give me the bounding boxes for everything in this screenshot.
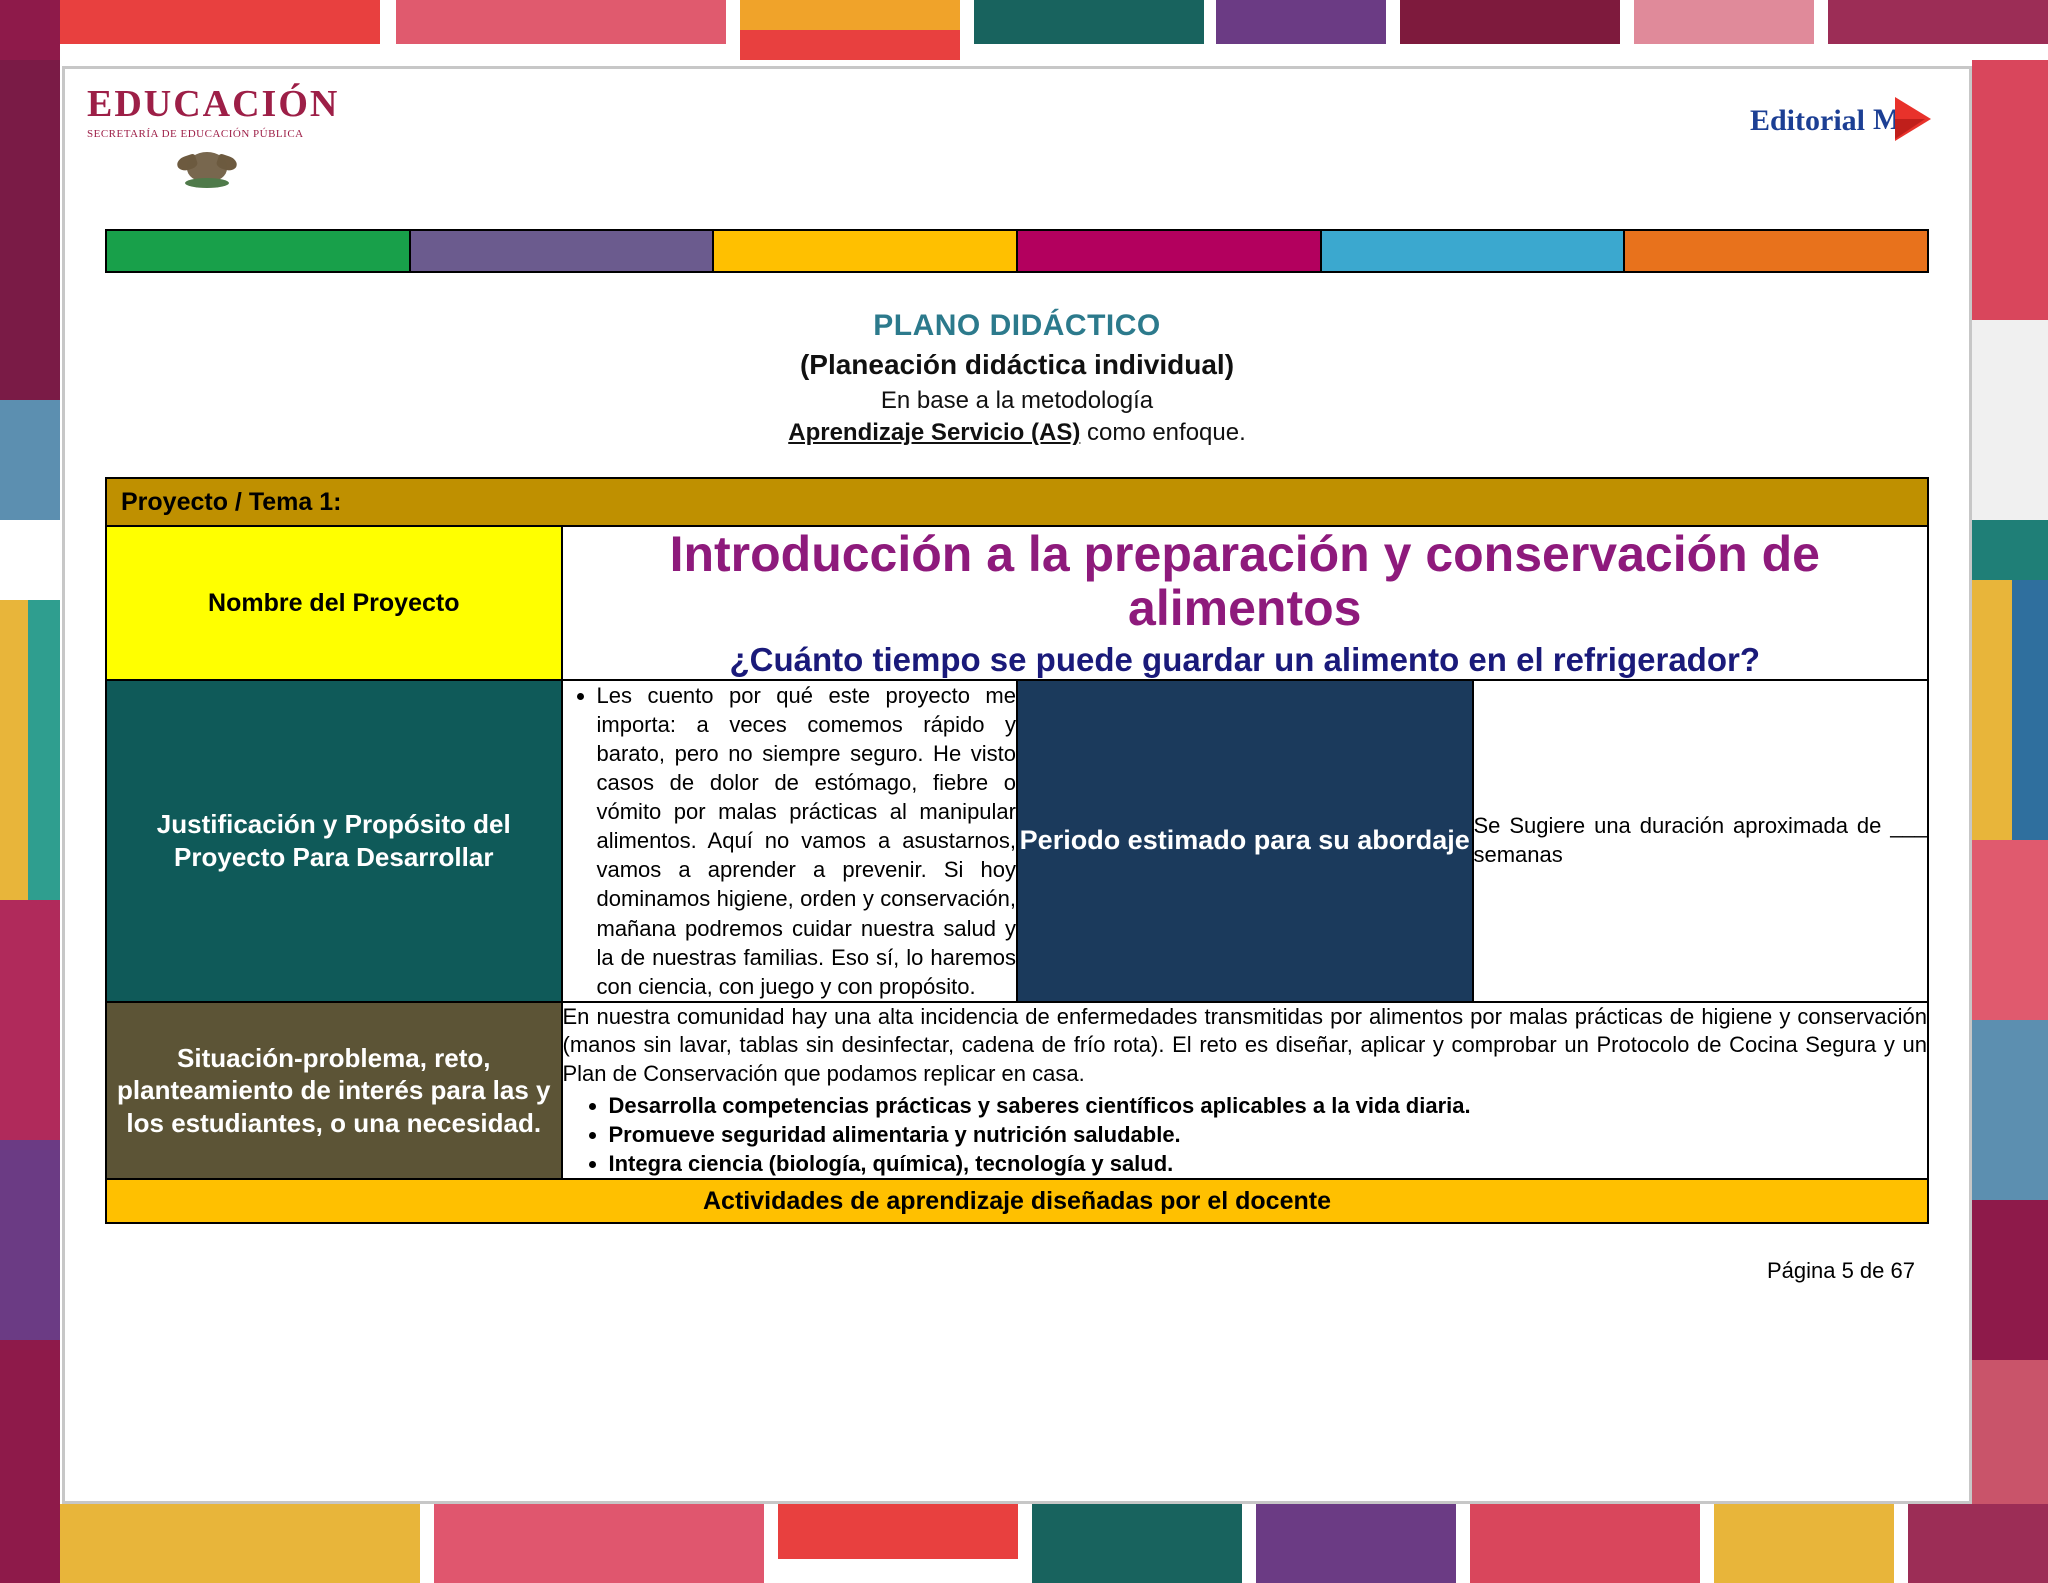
mosaic-block bbox=[1972, 1020, 2048, 1200]
mosaic-block bbox=[1400, 44, 1620, 60]
color-strip bbox=[105, 229, 1929, 273]
sep-logo bbox=[87, 85, 387, 192]
didactic-plan-table bbox=[105, 477, 1929, 1224]
situacion-cell bbox=[562, 1002, 1929, 1180]
mosaic-block bbox=[0, 900, 60, 1140]
tema-label: Proyecto / Tema 1: bbox=[106, 478, 1928, 526]
project-question-text: ¿Cuánto tiempo se puede guardar un alimento en el refrigerador? bbox=[729, 641, 1760, 678]
mosaic-block bbox=[974, 44, 1204, 60]
table-row-justificacion bbox=[106, 680, 1928, 1001]
page-number: Página 5 de 67 bbox=[1766, 1258, 1915, 1284]
situacion-text: En nuestra comunidad hay una alta incidencia de enfermedades transmitidas por alimentos por malas prácticas de higiene y conservación (manos sin lavar, tablas sin desinfectar, cadena de frío rota). El reto es diseñar, aplicar y comprobar un Protocolo de Cocina Segura y un Plan de Conservación que podamos replicar en casa. bbox=[562, 1003, 1927, 1086]
mosaic-block bbox=[380, 0, 396, 60]
label-nombre-proyecto: Nombre del Proyecto bbox=[106, 526, 562, 680]
mosaic-block bbox=[0, 0, 60, 60]
project-name-cell bbox=[562, 526, 1929, 680]
sep-logo-title: EDUCACIÓN bbox=[87, 83, 340, 125]
mosaic-block bbox=[1972, 60, 2048, 320]
color-strip-segment-6 bbox=[1625, 231, 1927, 271]
mosaic-block bbox=[740, 0, 960, 30]
color-strip-segment-2 bbox=[411, 231, 715, 271]
mosaic-block bbox=[1828, 0, 2048, 44]
mosaic-block bbox=[420, 1504, 434, 1583]
document-page bbox=[62, 66, 1972, 1504]
mosaic-block bbox=[60, 1504, 420, 1583]
mosaic-block bbox=[1972, 1200, 2048, 1360]
label-periodo-estimado: Periodo estimado para su abordaje bbox=[1017, 680, 1473, 1001]
mosaic-block bbox=[0, 1340, 60, 1583]
page-header bbox=[65, 69, 1969, 229]
mosaic-block bbox=[396, 44, 726, 60]
periodo-duration-text: Se Sugiere una duración aproximada de ___ semanas bbox=[1473, 680, 1929, 1001]
mosaic-block bbox=[0, 520, 60, 600]
situacion-bullet-list bbox=[563, 1092, 1928, 1178]
mosaic-block bbox=[434, 1504, 764, 1583]
color-strip-segment-4 bbox=[1018, 231, 1322, 271]
mosaic-block bbox=[1972, 320, 2048, 520]
mosaic-block bbox=[1828, 44, 2048, 60]
mosaic-block bbox=[1894, 1504, 1908, 1583]
mosaic-block bbox=[1634, 44, 1814, 60]
mosaic-block bbox=[1032, 1504, 1242, 1583]
color-strip-segment-5 bbox=[1322, 231, 1626, 271]
situacion-bullet: • Promueve seguridad alimentaria y nutrición saludable. bbox=[609, 1121, 1928, 1150]
sep-logo-subtitle: SECRETARÍA DE EDUCACIÓN PÚBLICA bbox=[87, 128, 304, 140]
mosaic-block bbox=[0, 400, 60, 520]
mosaic-block bbox=[1216, 0, 1386, 44]
table-row-tema bbox=[106, 478, 1928, 526]
page-title: PLANO DIDÁCTICO bbox=[873, 309, 1161, 342]
table-row-actividades bbox=[106, 1179, 1928, 1223]
mosaic-block bbox=[1470, 1504, 1700, 1583]
mosaic-block bbox=[974, 0, 1204, 44]
mosaic-block bbox=[1972, 840, 2048, 1020]
mosaic-block bbox=[1256, 1504, 1456, 1583]
project-name-text: Introducción a la preparación y conservación de alimentos bbox=[669, 526, 1820, 636]
color-strip-segment-1 bbox=[107, 231, 411, 271]
mosaic-block bbox=[1634, 0, 1814, 44]
mosaic-block bbox=[1018, 1504, 1032, 1583]
document-title-block bbox=[65, 309, 1969, 447]
label-situacion-problema: Situación-problema, reto, planteamiento de interés para las y los estudiantes, o una necesidad. bbox=[106, 1002, 562, 1180]
mosaic-block bbox=[1456, 1504, 1470, 1583]
mosaic-block bbox=[1400, 0, 1620, 44]
mosaic-block bbox=[1386, 0, 1400, 60]
mosaic-block bbox=[960, 0, 974, 60]
mosaic-block bbox=[396, 0, 726, 44]
table-row-project-name bbox=[106, 526, 1928, 680]
methodology-link: Aprendizaje Servicio (AS) bbox=[788, 419, 1081, 446]
actividades-label: Actividades de aprendizaje diseñadas por el docente bbox=[106, 1179, 1928, 1223]
mosaic-block bbox=[778, 1504, 1018, 1559]
mosaic-block bbox=[778, 1559, 1018, 1583]
methodology-tail: como enfoque. bbox=[1080, 419, 1246, 446]
mosaic-block bbox=[0, 600, 28, 900]
situacion-bullet: • Desarrolla competencias prácticas y saberes científicos aplicables a la vida diaria. bbox=[609, 1092, 1928, 1121]
methodology-line: En base a la metodología bbox=[880, 387, 1154, 414]
mosaic-block bbox=[2012, 580, 2048, 840]
md-logo-letter: M bbox=[1873, 103, 1902, 136]
situacion-bullet: • Integra ciencia (biología, química), tecnología y salud. bbox=[609, 1150, 1928, 1179]
mosaic-block bbox=[764, 1504, 778, 1583]
mosaic-block bbox=[1714, 1504, 1894, 1583]
page-subtitle: (Planeación didáctica individual) bbox=[799, 349, 1235, 380]
mosaic-block bbox=[726, 0, 740, 60]
mosaic-block bbox=[740, 30, 960, 60]
mosaic-block bbox=[1972, 520, 2048, 580]
mosaic-block bbox=[60, 44, 380, 60]
mosaic-block bbox=[1204, 0, 1216, 60]
editorial-logo-word: Editorial bbox=[1749, 104, 1865, 137]
mosaic-block bbox=[1216, 44, 1386, 60]
mosaic-block bbox=[1620, 0, 1634, 60]
color-strip-segment-3 bbox=[714, 231, 1018, 271]
md-play-icon bbox=[1871, 93, 1943, 149]
mosaic-block bbox=[0, 60, 60, 400]
editorial-md-logo bbox=[1750, 93, 1943, 149]
table-row-situacion bbox=[106, 1002, 1928, 1180]
mosaic-block bbox=[1242, 1504, 1256, 1583]
mosaic-block bbox=[1700, 1504, 1714, 1583]
mosaic-block bbox=[0, 1140, 60, 1340]
mosaic-block bbox=[60, 0, 380, 44]
mosaic-block bbox=[28, 600, 60, 900]
justificacion-cell bbox=[562, 680, 1018, 1001]
mexican-eagle-icon bbox=[177, 150, 237, 192]
label-justificacion: Justificación y Propósito del Proyecto Para Desarrollar bbox=[106, 680, 562, 1001]
mosaic-block bbox=[1814, 0, 1828, 60]
methodology-detail bbox=[65, 419, 1969, 447]
mosaic-block bbox=[1908, 1504, 2048, 1583]
justificacion-text: • Les cuento por qué este proyecto me importa: a veces comemos rápido y barato, pero no siempre seguro. He visto casos de dolor de estómago, fiebre o vómito por malas prácticas al manipular alimentos. Aquí no vamos a asustarnos, vamos a aprender a prevenir. Si hoy dominamos higiene, orden y conservación, mañana podremos cuidar nuestra salud y la de nuestras familias. Eso sí, lo haremos con ciencia, con juego y con propósito. bbox=[597, 681, 1017, 1000]
mosaic-block bbox=[1972, 580, 2012, 840]
